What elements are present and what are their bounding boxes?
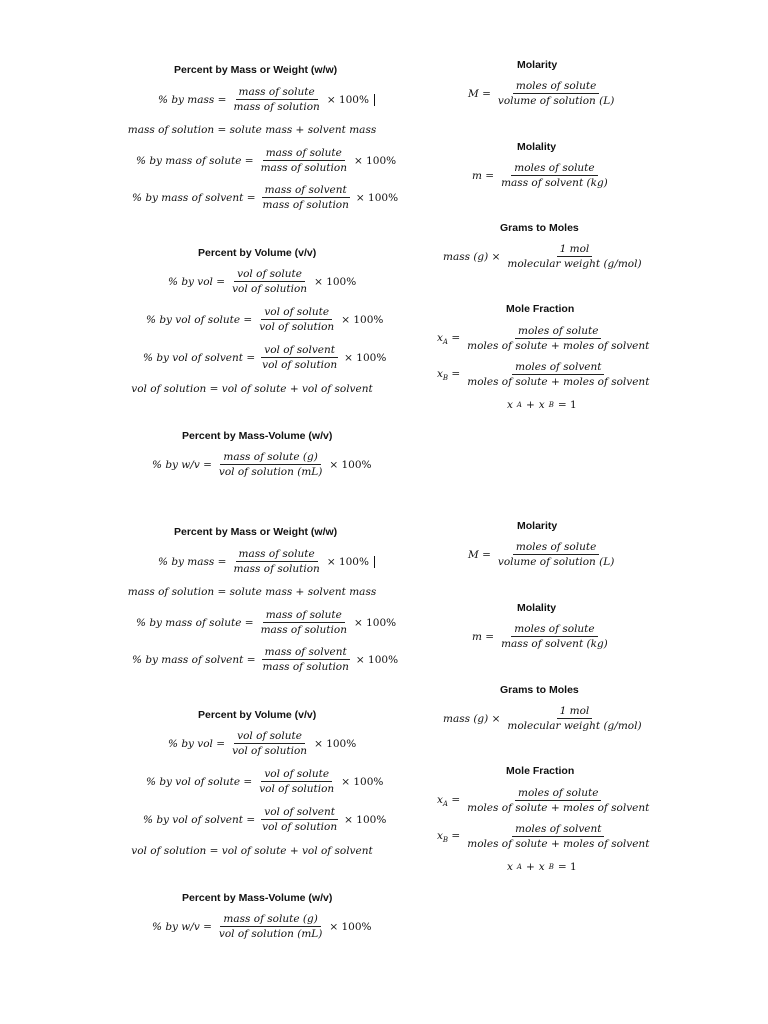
formula-suffix: × 100% [344,351,387,364]
formula-lhs: m = [472,630,495,643]
formula-suffix: × 100% [341,313,384,326]
denominator: vol of solution (mL) [218,466,323,478]
formula-percent-by-vol [168,268,356,295]
formula-percent-by-mass [158,86,375,113]
heading-molarity: Molarity [517,520,558,532]
fraction [258,609,350,636]
denominator: mass of solution [260,624,347,636]
formula-suffix: × 100% [355,653,399,666]
formula-percent-by-mass [158,548,375,575]
formula-suffix: × 100% [341,775,384,788]
denominator: volume of solution (L) [497,556,615,568]
numerator: vol of solute [234,268,305,282]
formula-mole-fraction-b [437,823,652,850]
formula-lhs: % by mass = [158,555,227,568]
denominator: moles of solute + moles of solvent [467,376,650,388]
fraction [504,243,644,270]
numerator: moles of solute [513,80,599,94]
fraction [464,787,652,814]
formula-mole-fraction-sum: x A + x B = 1 [507,399,577,411]
formula-suffix: × 100% [329,920,372,933]
formula-molality [472,623,611,650]
denominator: vol of solution [262,821,338,833]
fraction [498,623,611,650]
formula-lhs: % by mass = [158,93,227,106]
numerator: vol of solvent [261,344,338,358]
numerator: mass of solute (g) [220,451,320,465]
heading-percent-mass-volume: Percent by Mass-Volume (w/v) [182,430,333,442]
formula-suffix: × 100% [329,458,372,471]
formula-lhs: M = [468,548,491,561]
formula-grams-to-moles [443,243,645,270]
numerator: vol of solvent [261,806,338,820]
numerator: mass of solute [263,147,345,161]
heading-grams-to-moles: Grams to Moles [500,222,579,234]
formula-molarity [468,541,617,568]
heading-percent-by-mass: Percent by Mass or Weight (w/w) [174,64,338,76]
heading-percent-by-volume: Percent by Volume (v/v) [198,247,317,259]
formula-lhs: $x_B$ = [437,367,461,382]
formula-molarity [468,80,617,107]
formula-suffix: × 100% [314,275,357,288]
numerator: moles of solute [511,623,597,637]
formula-suffix: × 100% [355,191,399,204]
numerator: moles of solvent [512,823,604,837]
formula-mole-fraction-sum: x A + x B = 1 [507,861,577,873]
formula-molality [472,162,611,189]
numerator: vol of solute [261,306,332,320]
numerator: moles of solute [513,541,599,555]
formula-lhs: $x_B$ = [437,829,461,844]
formula-lhs: % by vol of solvent = [143,351,256,364]
heading-grams-to-moles: Grams to Moles [500,684,579,696]
heading-mole-fraction: Mole Fraction [506,765,575,777]
numerator: mass of solvent [262,184,350,198]
denominator: moles of solute + moles of solvent [467,802,650,814]
numerator: mass of solute (g) [220,913,320,927]
denominator: mass of solvent (kg) [501,638,608,650]
formula-lhs: $x_A$ = [437,793,461,808]
formula-vol-of-solution: vol of solution = vol of solute + vol of solvent [131,845,373,857]
denominator: mass of solution [262,199,349,211]
formula-percent-w-v [152,451,372,478]
formula-lhs: mass (g) × [443,250,501,263]
numerator: 1 mol [557,243,593,257]
formula-mass-of-solution: mass of solution = solute mass + solvent mass [127,586,377,598]
formula-lhs: % by vol = [168,737,226,750]
denominator: molecular weight (g/mol) [507,258,642,270]
formula-percent-vol-solute [146,306,383,333]
formula-percent-mass-solvent [132,646,398,673]
numerator: mass of solute [263,609,345,623]
heading-percent-by-volume: Percent by Volume (v/v) [198,709,317,721]
heading-percent-mass-volume: Percent by Mass-Volume (w/v) [182,892,333,904]
formula-lhs: % by vol of solvent = [143,813,256,826]
denominator: volume of solution (L) [497,95,615,107]
numerator: moles of solute [515,325,601,339]
numerator: moles of solute [511,162,597,176]
fraction [495,541,617,568]
formula-mass-of-solution: mass of solution = solute mass + solvent mass [127,124,377,136]
formula-percent-w-v [152,913,372,940]
formula-mole-fraction-a [437,787,652,814]
numerator: mass of solute [236,548,318,562]
denominator: molecular weight (g/mol) [507,720,642,732]
formula-percent-vol-solvent [143,806,386,833]
heading-molarity: Molarity [517,59,558,71]
denominator: vol of solution [259,783,335,795]
formula-grams-to-moles [443,705,645,732]
fraction [230,548,322,575]
fraction [464,361,652,388]
numerator: mass of solute [236,86,318,100]
formula-lhs: mass (g) × [443,712,501,725]
denominator: vol of solution (mL) [218,928,323,940]
formula-lhs: m = [472,169,495,182]
formula-lhs: $x_A$ = [437,331,461,346]
heading-mole-fraction: Mole Fraction [506,303,575,315]
text-cursor [374,556,375,568]
fraction [464,823,652,850]
numerator: vol of solute [261,768,332,782]
fraction [216,913,325,940]
denominator: mass of solution [233,101,320,113]
formula-suffix: × 100% [314,737,357,750]
formula-lhs: % by mass of solvent = [132,191,256,204]
denominator: mass of solution [260,162,347,174]
fraction [229,268,310,295]
fraction [256,306,337,333]
formula-lhs: % by w/v = [152,920,212,933]
formula-percent-vol-solvent [143,344,386,371]
denominator: vol of solution [262,359,338,371]
fraction [229,730,310,757]
denominator: moles of solute + moles of solvent [467,838,650,850]
formula-lhs: % by vol of solute = [146,775,253,788]
formula-mole-fraction-a [437,325,652,352]
formula-percent-vol-solute [146,768,383,795]
heading-molality: Molality [517,602,557,614]
formula-lhs: % by vol of solute = [146,313,253,326]
formula-suffix: × 100% [326,555,369,568]
heading-percent-by-mass: Percent by Mass or Weight (w/w) [174,526,338,538]
fraction [504,705,644,732]
formula-lhs: M = [468,87,491,100]
numerator: 1 mol [557,705,593,719]
denominator: mass of solvent (kg) [501,177,608,189]
denominator: mass of solution [233,563,320,575]
numerator: vol of solute [234,730,305,744]
fraction [498,162,611,189]
text-cursor [374,94,375,106]
fraction [216,451,325,478]
formula-mole-fraction-b [437,361,652,388]
formula-suffix: × 100% [353,154,397,167]
formula-percent-by-vol [168,730,356,757]
numerator: moles of solute [515,787,601,801]
formula-lhs: % by mass of solvent = [132,653,256,666]
formula-lhs: % by mass of solute = [136,154,254,167]
formula-lhs: % by mass of solute = [136,616,254,629]
heading-molality: Molality [517,141,557,153]
fraction [259,344,340,371]
formula-percent-mass-solvent [132,184,398,211]
denominator: mass of solution [262,661,349,673]
fraction [495,80,617,107]
denominator: vol of solution [232,283,308,295]
fraction [259,806,340,833]
numerator: mass of solvent [262,646,350,660]
formula-suffix: × 100% [326,93,369,106]
fraction [256,768,337,795]
denominator: vol of solution [232,745,308,757]
fraction [258,147,350,174]
formula-lhs: % by vol = [168,275,226,288]
denominator: moles of solute + moles of solvent [467,340,650,352]
formula-percent-mass-solute [136,609,396,636]
fraction [260,646,352,673]
formula-suffix: × 100% [344,813,387,826]
numerator: moles of solvent [512,361,604,375]
formula-percent-mass-solute [136,147,396,174]
formula-vol-of-solution: vol of solution = vol of solute + vol of solvent [131,383,373,395]
fraction [464,325,652,352]
formula-lhs: % by w/v = [152,458,212,471]
denominator: vol of solution [259,321,335,333]
fraction [230,86,322,113]
fraction [260,184,352,211]
formula-suffix: × 100% [353,616,397,629]
